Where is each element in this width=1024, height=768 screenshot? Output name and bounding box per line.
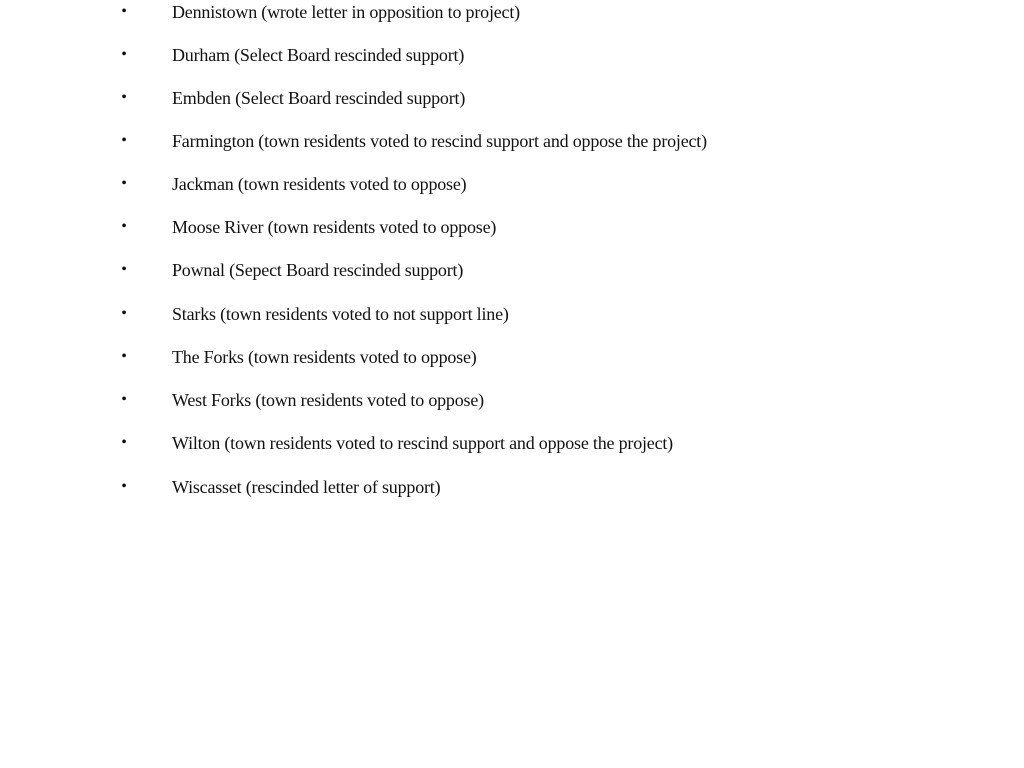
- bullet-icon: •: [121, 89, 127, 106]
- list-item-text: Starks (town residents voted to not support line): [172, 304, 509, 324]
- list-item: [0, 172, 1024, 196]
- list-item-text: Wiscasset (rescinded letter of support): [172, 477, 441, 497]
- list-item-text: Dennistown (wrote letter in opposition to project): [172, 2, 520, 22]
- list-item: [0, 86, 1024, 110]
- list-item: [0, 43, 1024, 67]
- list-item: [0, 215, 1024, 239]
- bullet-icon: •: [121, 175, 127, 192]
- bullet-icon: •: [121, 218, 127, 235]
- list-item: [0, 431, 1024, 455]
- list-item-text: Pownal (Sepect Board rescinded support): [172, 260, 464, 280]
- list-item-text: Jackman (town residents voted to oppose): [172, 174, 467, 194]
- list-item-text: Wilton (town residents voted to rescind support and oppose the project): [172, 433, 673, 453]
- bullet-icon: •: [121, 132, 127, 149]
- list-item-text: Durham (Select Board rescinded support): [172, 45, 465, 65]
- bullet-icon: •: [121, 305, 127, 322]
- list-item: [0, 129, 1024, 153]
- list-item-text: West Forks (town residents voted to oppose): [172, 390, 484, 410]
- list-item: [0, 345, 1024, 369]
- list-item-text: Moose River (town residents voted to oppose): [172, 217, 497, 237]
- list-item-text: Farmington (town residents voted to rescind support and oppose the project): [172, 131, 707, 151]
- list-item: [0, 388, 1024, 412]
- bullet-icon: •: [121, 478, 127, 495]
- list-item: [0, 475, 1024, 499]
- bullet-icon: •: [121, 46, 127, 63]
- list-item-text: Embden (Select Board rescinded support): [172, 88, 466, 108]
- list-item-text: The Forks (town residents voted to oppose): [172, 347, 477, 367]
- list-item: [0, 0, 1024, 24]
- list-item: [0, 302, 1024, 326]
- bullet-icon: •: [121, 348, 127, 365]
- bullet-icon: •: [121, 3, 127, 20]
- list-item: [0, 258, 1024, 282]
- bullet-icon: •: [121, 434, 127, 451]
- bullet-icon: •: [121, 261, 127, 278]
- bullet-icon: •: [121, 391, 127, 408]
